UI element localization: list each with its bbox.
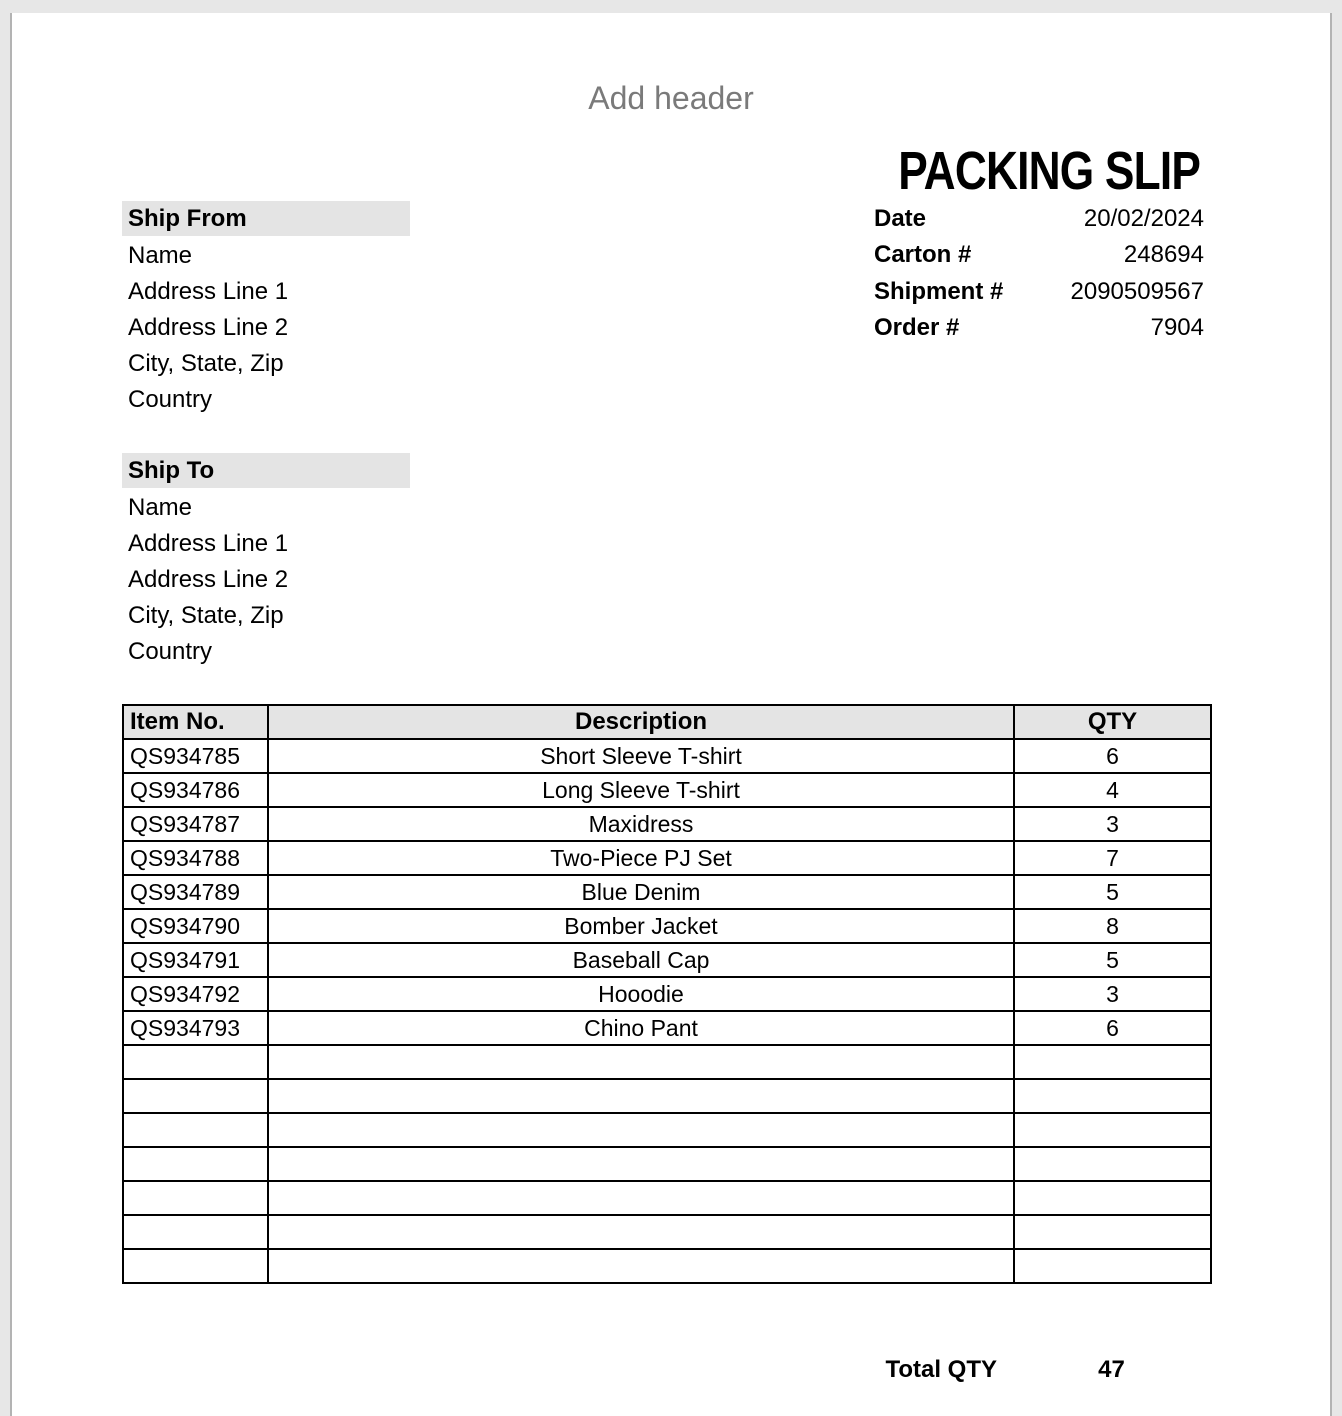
description-cell bbox=[268, 1147, 1014, 1181]
address-line: City, State, Zip bbox=[128, 350, 284, 377]
meta-label: Shipment # bbox=[874, 277, 1004, 305]
meta-value: 7904 bbox=[1150, 314, 1204, 342]
item-no-cell bbox=[123, 1249, 268, 1283]
item-no-cell bbox=[123, 1045, 268, 1079]
item-no-cell: QS934786 bbox=[123, 773, 268, 807]
qty-cell: 3 bbox=[1014, 807, 1211, 841]
address-line: Address Line 2 bbox=[128, 314, 289, 341]
meta-value: 20/02/2024 bbox=[1083, 205, 1204, 233]
ship-from-section bbox=[122, 201, 422, 418]
qty-header: QTY bbox=[1014, 705, 1211, 739]
description-cell bbox=[268, 1181, 1014, 1215]
meta-value: 248694 bbox=[1123, 241, 1204, 269]
qty-cell: 5 bbox=[1014, 875, 1211, 909]
description-cell: Long Sleeve T-shirt bbox=[268, 773, 1014, 807]
table-row bbox=[123, 1079, 1211, 1113]
item-no-cell bbox=[123, 1113, 268, 1147]
ship-to-heading: Ship To bbox=[122, 453, 410, 488]
meta-row bbox=[874, 310, 1204, 346]
item-no-cell: QS934785 bbox=[123, 739, 268, 773]
qty-cell bbox=[1014, 1147, 1211, 1181]
item-no-cell bbox=[123, 1147, 268, 1181]
table-row bbox=[123, 1147, 1211, 1181]
description-cell bbox=[268, 1249, 1014, 1283]
address-line: Country bbox=[128, 638, 213, 665]
qty-cell bbox=[1014, 1079, 1211, 1113]
items-table-body bbox=[123, 739, 1211, 1283]
meta-label: Order # bbox=[874, 314, 960, 342]
description-cell: Baseball Cap bbox=[268, 943, 1014, 977]
address-line: City, State, Zip bbox=[128, 602, 284, 629]
meta-row bbox=[874, 274, 1204, 310]
description-cell bbox=[268, 1079, 1014, 1113]
description-cell: Maxidress bbox=[268, 807, 1014, 841]
qty-cell: 7 bbox=[1014, 841, 1211, 875]
item-no-cell: QS934790 bbox=[123, 909, 268, 943]
table-row bbox=[123, 1045, 1211, 1079]
item-no-cell: QS934791 bbox=[123, 943, 268, 977]
description-cell: Blue Denim bbox=[268, 875, 1014, 909]
table-row bbox=[123, 909, 1211, 943]
table-row bbox=[123, 841, 1211, 875]
item-no-cell bbox=[123, 1181, 268, 1215]
ship-to-lines bbox=[122, 490, 422, 670]
table-row bbox=[123, 943, 1211, 977]
order-meta bbox=[874, 201, 1204, 346]
address-line: Name bbox=[128, 242, 193, 269]
address-line: Country bbox=[128, 386, 213, 413]
description-cell: Bomber Jacket bbox=[268, 909, 1014, 943]
meta-row bbox=[874, 237, 1204, 273]
item-no-cell: QS934792 bbox=[123, 977, 268, 1011]
item-no-header: Item No. bbox=[123, 705, 268, 739]
address-line: Address Line 2 bbox=[128, 566, 289, 593]
qty-cell bbox=[1014, 1215, 1211, 1249]
description-cell: Short Sleeve T-shirt bbox=[268, 739, 1014, 773]
document-title: PACKING SLIP bbox=[898, 141, 1200, 201]
meta-row bbox=[874, 201, 1204, 237]
description-header: Description bbox=[268, 705, 1014, 739]
items-header-row bbox=[123, 705, 1211, 739]
qty-cell: 3 bbox=[1014, 977, 1211, 1011]
qty-cell bbox=[1014, 1249, 1211, 1283]
add-header-placeholder[interactable]: Add header bbox=[588, 80, 754, 116]
table-row bbox=[123, 807, 1211, 841]
qty-cell: 6 bbox=[1014, 1011, 1211, 1045]
qty-cell bbox=[1014, 1045, 1211, 1079]
address-line: Address Line 1 bbox=[128, 278, 289, 305]
table-row bbox=[123, 1249, 1211, 1283]
meta-value: 2090509567 bbox=[1070, 277, 1204, 305]
item-no-cell: QS934793 bbox=[123, 1011, 268, 1045]
total-qty-row bbox=[122, 1352, 1210, 1388]
qty-cell: 4 bbox=[1014, 773, 1211, 807]
table-row bbox=[123, 1011, 1211, 1045]
address-line: Address Line 1 bbox=[128, 530, 289, 557]
qty-cell: 8 bbox=[1014, 909, 1211, 943]
description-cell bbox=[268, 1045, 1014, 1079]
item-no-cell bbox=[123, 1215, 268, 1249]
description-cell bbox=[268, 1113, 1014, 1147]
total-qty-value: 47 bbox=[1098, 1356, 1125, 1383]
ship-from-heading: Ship From bbox=[122, 201, 410, 236]
qty-cell bbox=[1014, 1181, 1211, 1215]
table-row bbox=[123, 773, 1211, 807]
item-no-cell: QS934789 bbox=[123, 875, 268, 909]
table-row bbox=[123, 1181, 1211, 1215]
description-cell bbox=[268, 1215, 1014, 1249]
meta-label: Date bbox=[874, 205, 927, 233]
table-row bbox=[123, 977, 1211, 1011]
description-cell: Hooodie bbox=[268, 977, 1014, 1011]
qty-cell bbox=[1014, 1113, 1211, 1147]
total-qty-label: Total QTY bbox=[885, 1356, 997, 1383]
meta-label: Carton # bbox=[874, 241, 972, 269]
address-line: Name bbox=[128, 494, 193, 521]
ship-from-lines bbox=[122, 238, 422, 418]
qty-cell: 5 bbox=[1014, 943, 1211, 977]
item-no-cell: QS934788 bbox=[123, 841, 268, 875]
items-table bbox=[122, 704, 1212, 1284]
table-row bbox=[123, 1113, 1211, 1147]
item-no-cell bbox=[123, 1079, 268, 1113]
table-row bbox=[123, 1215, 1211, 1249]
qty-cell: 6 bbox=[1014, 739, 1211, 773]
description-cell: Two-Piece PJ Set bbox=[268, 841, 1014, 875]
packing-slip-page bbox=[10, 13, 1332, 1416]
description-cell: Chino Pant bbox=[268, 1011, 1014, 1045]
item-no-cell: QS934787 bbox=[123, 807, 268, 841]
table-row bbox=[123, 875, 1211, 909]
table-row bbox=[123, 739, 1211, 773]
ship-to-section bbox=[122, 453, 422, 670]
